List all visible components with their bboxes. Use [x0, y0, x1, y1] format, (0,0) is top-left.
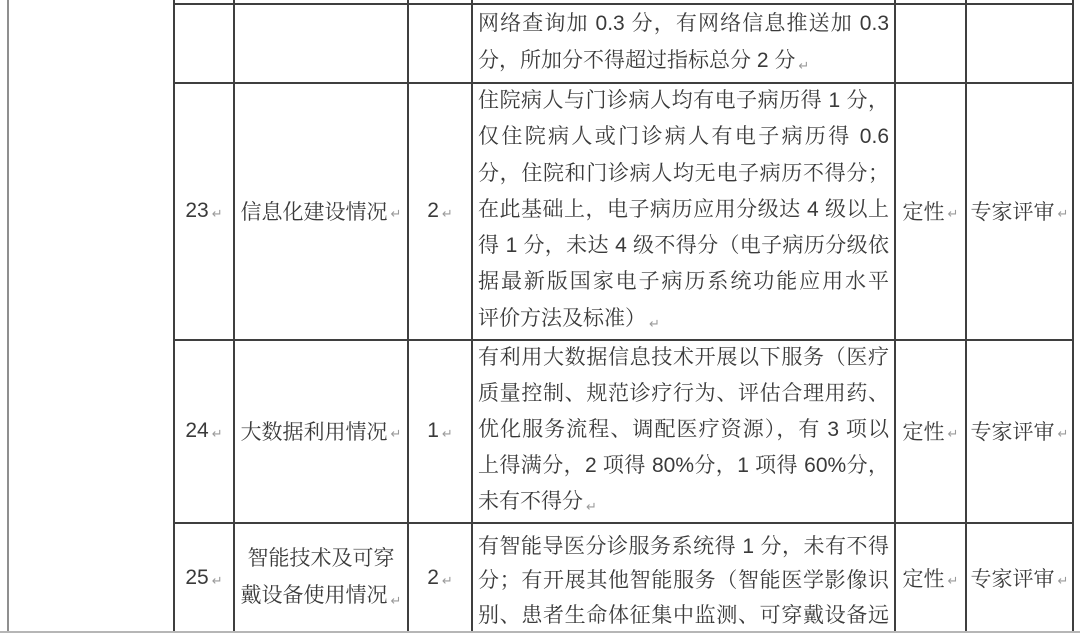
criteria-line: 分；有开展其他智能服务（智能医学影像识 [478, 569, 889, 593]
criteria-line: 住院病人与门诊病人均有电子病历得 1 分， [478, 89, 889, 113]
criteria-line: 分，所加分不得超过指标总分 2 分 ↵ [478, 49, 810, 73]
review-method-cell: 专家评审 ↵ [970, 421, 1069, 444]
paragraph-mark: ↵ [390, 206, 402, 221]
table-right-border [1072, 0, 1074, 633]
score-cell: 1 ↵ [427, 419, 453, 442]
paragraph-mark: ↵ [586, 499, 597, 515]
criteria-line: 据最新版国家电子病历系统功能应用水平 [478, 270, 889, 294]
paragraph-mark: ↵ [211, 572, 223, 588]
criteria-line: 在此基础上，电子病历应用分级达 4 级以上 [478, 197, 889, 221]
review-method-cell: 专家评审 ↵ [970, 567, 1069, 591]
review-method-cell: 专家评审 ↵ [970, 201, 1069, 224]
scoring-criteria-cell [473, 83, 894, 339]
score-cell: 2 ↵ [427, 199, 453, 222]
criteria-line: 优化服务流程、调配医疗资源），有 3 项以 [478, 418, 889, 442]
criteria-line: 分，住院和门诊病人均无电子病历不得分； [478, 161, 889, 185]
evaluation-method-cell: 定性 ↵ [902, 567, 959, 591]
scoring-criteria-cell [473, 4, 894, 82]
indicator-name-cell: 信息化建设情况 ↵ [240, 201, 402, 224]
paragraph-mark: ↵ [390, 426, 402, 441]
row-number-cell: 25 ↵ [185, 565, 223, 589]
paragraph-mark: ↵ [441, 426, 453, 441]
criteria-line: 仅住院病人或门诊病人有电子病历得 0.6 [478, 125, 889, 149]
indicator-name-cell: 大数据利用情况 ↵ [240, 421, 402, 444]
criteria-line: 有利用大数据信息技术开展以下服务（医疗 [478, 346, 889, 370]
paragraph-mark: ↵ [211, 206, 223, 221]
criteria-line: 得 1 分，未达 4 级不得分（电子病历分级依 [478, 234, 889, 258]
criteria-line: 上得满分，2 项得 80%分，1 项得 60%分， [478, 454, 889, 478]
paragraph-mark: ↵ [441, 572, 453, 588]
evaluation-method-cell: 定性 ↵ [902, 201, 959, 224]
criteria-line: 未有不得分 ↵ [478, 490, 597, 515]
paragraph-mark: ↵ [1057, 572, 1069, 588]
criteria-line: 评价方法及标准） ↵ [478, 306, 660, 331]
paragraph-mark: ↵ [947, 206, 959, 221]
paragraph-mark: ↵ [798, 58, 810, 73]
criteria-line: 网络查询加 0.3 分，有网络信息推送加 0.3 [478, 12, 889, 35]
criteria-line: 别、患者生命体征集中监测、可穿戴设备远 [478, 603, 889, 627]
scoring-criteria-cell [473, 340, 894, 522]
paragraph-mark: ↵ [441, 206, 453, 221]
criteria-line: 有智能导医分诊服务系统得 1 分，未有不得 [478, 535, 889, 558]
scoring-criteria-cell [473, 524, 894, 632]
indicator-name-line: 戴设备使用情况 ↵ [240, 583, 402, 608]
row-number-cell: 23 ↵ [185, 199, 223, 222]
paragraph-mark: ↵ [947, 426, 959, 441]
evaluation-method-cell: 定性 ↵ [902, 421, 959, 444]
paragraph-mark: ↵ [390, 592, 402, 608]
paragraph-mark: ↵ [947, 572, 959, 588]
score-cell: 2 ↵ [427, 565, 453, 589]
indicator-name-line: 智能技术及可穿 [247, 546, 395, 570]
paragraph-mark: ↵ [649, 315, 660, 331]
paragraph-mark: ↵ [1057, 426, 1069, 441]
paragraph-mark: ↵ [211, 426, 223, 441]
criteria-line: 质量控制、规范诊疗行为、评估合理用药、 [478, 382, 889, 406]
paragraph-mark: ↵ [1057, 206, 1069, 221]
outer-left-line [7, 0, 9, 633]
indicator-name-cell [235, 524, 407, 631]
row-number-cell: 24 ↵ [185, 419, 223, 442]
